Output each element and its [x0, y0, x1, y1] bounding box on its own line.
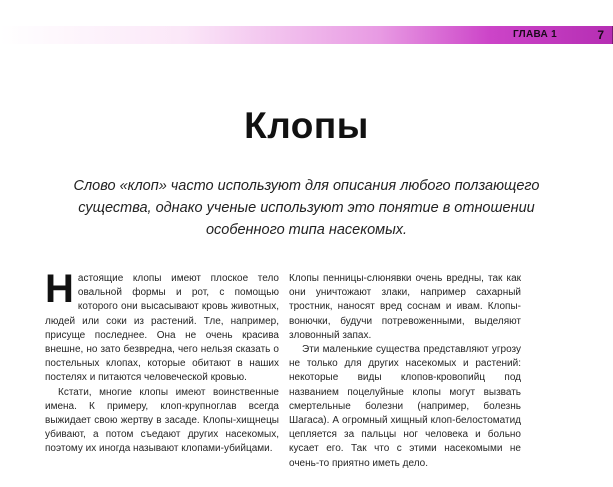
chapter-label: ГЛАВА 1 — [512, 29, 557, 40]
body-column-right — [289, 272, 521, 471]
page-number: 7 — [597, 28, 604, 42]
body-paragraph: астоящие клопы имеют плоское тело овальной формы и рот, с помощью которого они высасывают кровь животных, людей или соки из растений. Тле, например, присуще последнее. Она не очень красива внешне, но зато безвредна, чего нельзя сказать о постельных клопах, которые обитают в наших постелях и питаются человеческой кровью. — [45, 273, 279, 384]
body-column-left — [45, 267, 279, 457]
drop-cap: Н — [45, 267, 74, 311]
page-title: Клопы — [244, 105, 369, 146]
intro-paragraph: Слово «клоп» часто используют для описания любого ползающего существа, однако ученые используют это понятие в отношении особенного типа насекомых. — [73, 178, 540, 238]
body-paragraph: Клопы пенницы-слюнявки очень вредны, так как они уничтожают злаки, например сахарный тростник, наносят вред соснам и ивам. Клопы-вонючки, будучи потревоженными, выделяют зловонный запах. — [289, 273, 521, 341]
body-paragraph: Эти маленькие существа представляют угрозу не только для других насекомых и растений: некоторые виды клопов-кровопийц под названием поцелуйные клопы могут вызвать смертельные болезни (например, болезнь Шагаса). А огромный хищный клоп-белостоматид цепляется за пальцы ног человека и больно кусает его. Так что с этими насекомыми не очень-то приятно иметь дело. — [289, 344, 521, 469]
body-paragraph: Кстати, многие клопы имеют воинственные имена. К примеру, клоп-крупноглав всегда выжидает свою жертву в засаде. Клопы-хищнецы убивают, а потом съедают других насекомых, поэтому их иногда называют клопами-убийцами. — [45, 386, 279, 455]
